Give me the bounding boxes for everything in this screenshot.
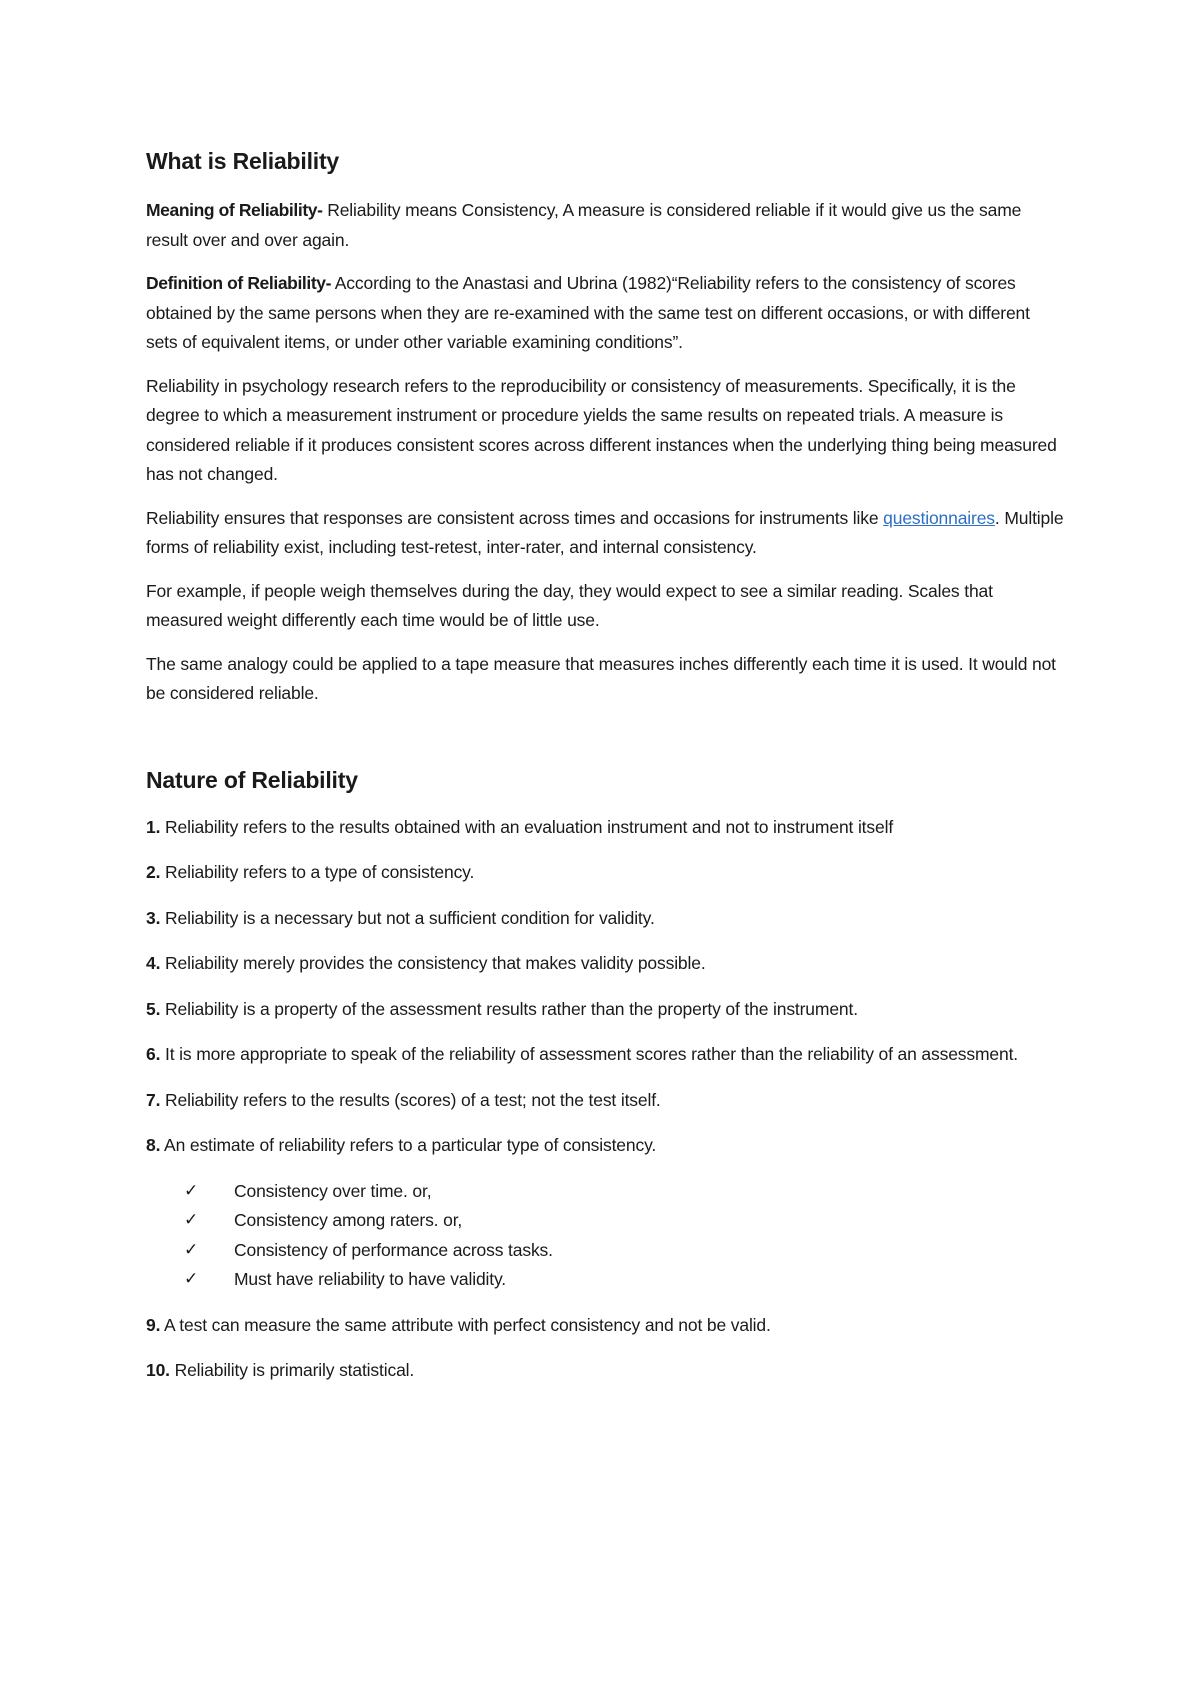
- list-item: [146, 858, 1066, 888]
- reproducibility-paragraph: Reliability in psychology research refers to the reproducibility or consistency of measurements. Specifically, it is the degree to which a measurement instrument or procedure yields the same results on repeated trials. A measure is considered reliable if it produces consistent scores across different instances when the underlying thing being measured has not changed.: [146, 375, 1057, 484]
- meaning-lead: Meaning of Reliability-: [146, 200, 323, 220]
- definition-lead: Definition of Reliability-: [146, 273, 332, 293]
- responses-paragraph: [146, 504, 1066, 563]
- list-item: [146, 1356, 1066, 1386]
- checklist-item: [146, 1206, 1066, 1236]
- list-item: [146, 995, 1066, 1025]
- item-number: 6.: [146, 1044, 161, 1064]
- item-number: 7.: [146, 1089, 161, 1110]
- heading-what-is-reliability: What is Reliability: [146, 148, 340, 174]
- tape-measure-paragraph: The same analogy could be applied to a tape measure that measures inches differently each time it is used. It would not be considered reliable.: [146, 653, 1056, 703]
- item-number: 9.: [146, 1314, 161, 1335]
- item-text: A test can measure the same attribute with perfect consistency and not be valid.: [160, 1314, 771, 1335]
- checklist-item: [146, 1236, 1066, 1266]
- item-number: 2.: [146, 862, 161, 882]
- list-item: [146, 1311, 1066, 1341]
- consistency-checklist: [146, 1177, 1066, 1295]
- item-text: Reliability is a necessary but not a sufficient condition for validity.: [160, 907, 655, 928]
- item-number: 5.: [146, 998, 161, 1019]
- item-text: Reliability is a property of the assessment results rather than the property of the instrument.: [160, 998, 858, 1019]
- item-number: 8.: [146, 1135, 161, 1155]
- list-item: [146, 949, 1066, 979]
- weigh-example-paragraph: For example, if people weigh themselves during the day, they would expect to see a similar reading. Scales that measured weight differently each time would be of little use.: [146, 580, 993, 630]
- list-item: [146, 1040, 1066, 1070]
- checklist-text: Consistency over time. or,: [234, 1180, 432, 1201]
- list-item: [146, 1086, 1066, 1116]
- list-item: [146, 1131, 1066, 1161]
- item-text: Reliability is primarily statistical.: [169, 1360, 415, 1380]
- checklist-item: [146, 1177, 1066, 1207]
- checklist-item: [146, 1265, 1066, 1295]
- checklist-text: Must have reliability to have validity.: [234, 1269, 507, 1289]
- questionnaires-link[interactable]: questionnaires: [883, 507, 995, 528]
- checkmark-icon: ✓: [184, 1269, 199, 1289]
- meaning-text: Reliability means Consistency, A measure is considered reliable if it would give us the same result over and over again.: [146, 200, 1022, 250]
- item-text: Reliability refers to a type of consistency.: [160, 862, 475, 882]
- item-number: 4.: [146, 953, 161, 973]
- checkmark-icon: ✓: [184, 1210, 199, 1230]
- definition-text: According to the Anastasi and Ubrina (1982)“Reliability refers to the consistency of scores obtained by the same persons when they are re-examined with the same test on different occasions, or with different sets of equivalent items, or under other variable examining conditions”.: [146, 273, 1030, 352]
- meaning-paragraph: [146, 196, 1066, 255]
- section-gap: [146, 723, 1066, 765]
- responses-text-before: Reliability ensures that responses are consistent across times and occasions for instruments like: [146, 507, 884, 528]
- document-page: [146, 146, 1066, 1402]
- checkmark-icon: ✓: [184, 1239, 199, 1260]
- item-text: Reliability merely provides the consistency that makes validity possible.: [160, 953, 706, 973]
- checkmark-icon: ✓: [184, 1180, 199, 1201]
- item-text: Reliability refers to the results obtained with an evaluation instrument and not to instrument itself: [160, 816, 894, 837]
- item-text: Reliability refers to the results (scores) of a test; not the test itself.: [160, 1089, 661, 1110]
- item-text: An estimate of reliability refers to a particular type of consistency.: [160, 1135, 657, 1155]
- item-number: 1.: [146, 816, 161, 837]
- responses-text-after: . Multiple forms of reliability exist, including test-retest, inter-rater, and internal consistency.: [146, 507, 1064, 557]
- list-item: [146, 813, 1066, 843]
- heading-nature-of-reliability: Nature of Reliability: [146, 766, 358, 793]
- list-item: [146, 904, 1066, 934]
- item-text: It is more appropriate to speak of the reliability of assessment scores rather than the reliability of an assessment.: [160, 1044, 1019, 1064]
- item-number: 10.: [146, 1360, 170, 1380]
- item-number: 3.: [146, 907, 161, 928]
- checklist-text: Consistency of performance across tasks.: [234, 1239, 553, 1260]
- definition-paragraph: [146, 269, 1066, 358]
- checklist-text: Consistency among raters. or,: [234, 1210, 463, 1230]
